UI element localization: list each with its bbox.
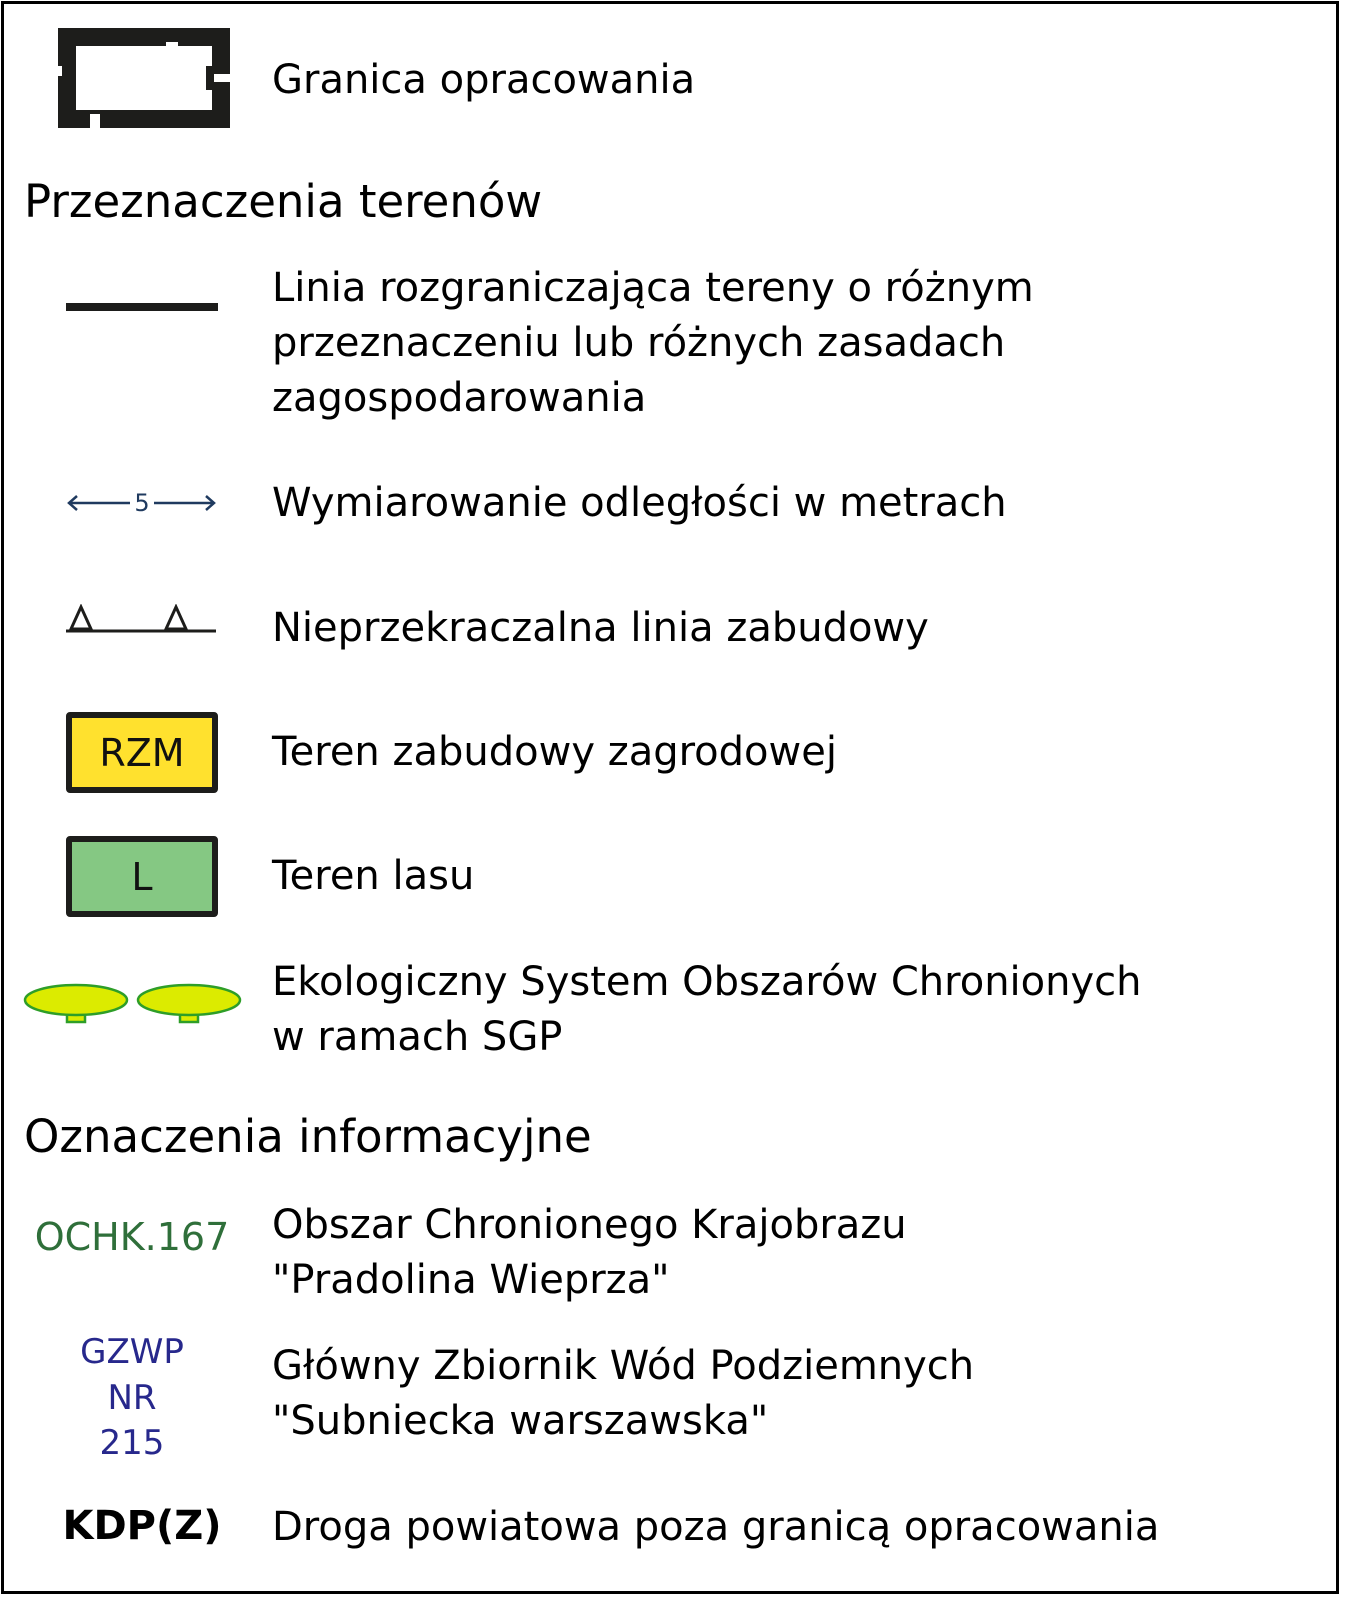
gzwp-code-line-1: GZWP <box>80 1332 184 1372</box>
gzwp-label-2: "Subniecka warszawska" <box>272 1398 769 1444</box>
section-title-info: Oznaczenia informacyjne <box>24 1110 592 1163</box>
mushroom-pair-icon <box>22 980 246 1040</box>
kdp-code: KDP(Z) <box>62 1503 222 1549</box>
forest-symbol: L <box>66 836 218 917</box>
kdp-label: Droga powiatowa poza granicą opracowania <box>272 1504 1160 1550</box>
dividing-line-label-3: zagospodarowania <box>272 375 647 421</box>
rzm-label: Teren zabudowy zagrodowej <box>272 729 837 775</box>
gzwp-label-1: Główny Zbiornik Wód Podziemnych <box>272 1343 975 1389</box>
ochk-label-1: Obszar Chronionego Krajobrazu <box>272 1202 907 1248</box>
gzwp-code-line-2: NR <box>107 1378 157 1418</box>
dividing-line-label-1: Linia rozgraniczająca tereny o różnym <box>272 265 1034 311</box>
section-title-land-use: Przeznaczenia terenów <box>24 175 543 228</box>
triangle-line-icon <box>66 604 218 634</box>
dimension-value: 5 <box>134 489 150 517</box>
dividing-line-label-2: przeznaczeniu lub różnych zasadach <box>272 320 1006 366</box>
solid-line-icon <box>66 302 218 312</box>
boundary-label: Granica opracowania <box>272 57 696 103</box>
forest-label: Teren lasu <box>272 853 475 899</box>
rzm-symbol: RZM <box>66 712 218 793</box>
thick-frame-icon <box>54 26 230 130</box>
building-line-label: Nieprzekraczalna linia zabudowy <box>272 605 929 651</box>
dimension-label: Wymiarowanie odległości w metrach <box>272 480 1007 526</box>
ochk-code: OCHK.167 <box>34 1215 230 1259</box>
dimension-arrows-icon <box>66 488 218 518</box>
ecological-label-1: Ekologiczny System Obszarów Chronionych <box>272 959 1142 1005</box>
gzwp-code-line-3: 215 <box>99 1423 165 1463</box>
ecological-label-2: w ramach SGP <box>272 1014 563 1060</box>
ochk-label-2: "Pradolina Wieprza" <box>272 1257 670 1303</box>
